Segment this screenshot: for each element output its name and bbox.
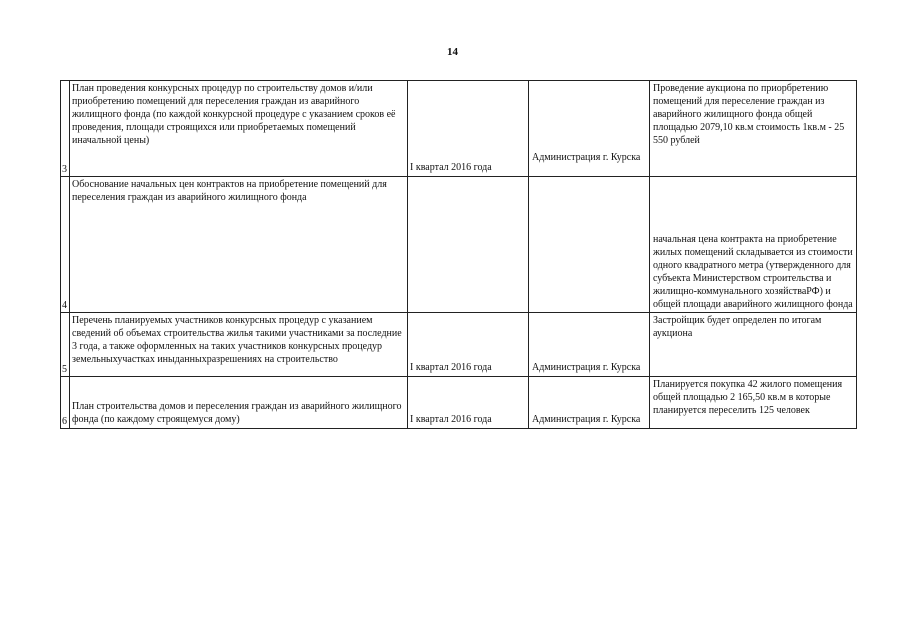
plan-table (60, 80, 857, 429)
row-number: 4 (61, 177, 70, 313)
row-period (408, 177, 529, 313)
row-responsible-text: Администрация г. Курска (532, 152, 641, 163)
row-responsible: Администрация г. Курска (529, 377, 650, 429)
row-description-text: План строительства домов и переселения граждан из аварийного жилищного фонда (по каждому строящемуся дому) (72, 401, 402, 425)
page-number: 14 (447, 46, 458, 58)
row-description: Обоснование начальных цен контрактов на приобретение помещений для переселения граждан из аварийного жилищного фонда (70, 177, 408, 313)
table-row (61, 177, 857, 313)
row-number: 5 (61, 313, 70, 377)
table-row (61, 81, 857, 177)
table-row (61, 313, 857, 377)
row-description (70, 377, 408, 429)
row-result (650, 177, 857, 313)
row-period: I квартал 2016 года (408, 313, 529, 377)
row-result: Застройщик будет определен по итогам аукциона (650, 313, 857, 377)
row-responsible: Администрация г. Курска (529, 313, 650, 377)
row-number: 6 (61, 377, 70, 429)
row-description-text: План проведения конкурсных процедур по строительству домов и/или приобретению помещений для переселения граждан из аварийного жилищного фонда (по каждой конкурсной процедуре с указанием сроков её проведения, площади строящихся или приобретаемых помещений иначальной цены) (72, 83, 396, 146)
row-period: I квартал 2016 года (408, 81, 529, 177)
table-row (61, 377, 857, 429)
row-responsible (529, 81, 650, 177)
row-result: Проведение аукциона по приорбретению помещений для переселение граждан из аварийного жилищного фонда общей площадью 2079,10 кв.м стоимость 1кв.м - 25 550 рублей (650, 81, 857, 177)
row-number: 3 (61, 81, 70, 177)
row-result: Планируется покупка 42 жилого помещения общей площадью 2 165,50 кв.м в которые планируется переселить 125 человек (650, 377, 857, 429)
row-description (70, 81, 408, 177)
row-responsible (529, 177, 650, 313)
row-period: I квартал 2016 года (408, 377, 529, 429)
row-description: Перечень планируемых участников конкурсных процедур с указанием сведений об объемах строительства жилья такими участниками за последние 3 года, а также оформленных на таких участников конкурсных процедур земельныхучастках иныданныхразрешениях на строительство (70, 313, 408, 377)
row-result-text: начальная цена контракта на приобретение жилых помещений складывается из стоимости одного квадратного метра (утвержденного для субъекта Министерством строительства и жилищно-коммунального хозяйстваРФ) и общей площади аварийного жилищного фонда (653, 234, 853, 310)
